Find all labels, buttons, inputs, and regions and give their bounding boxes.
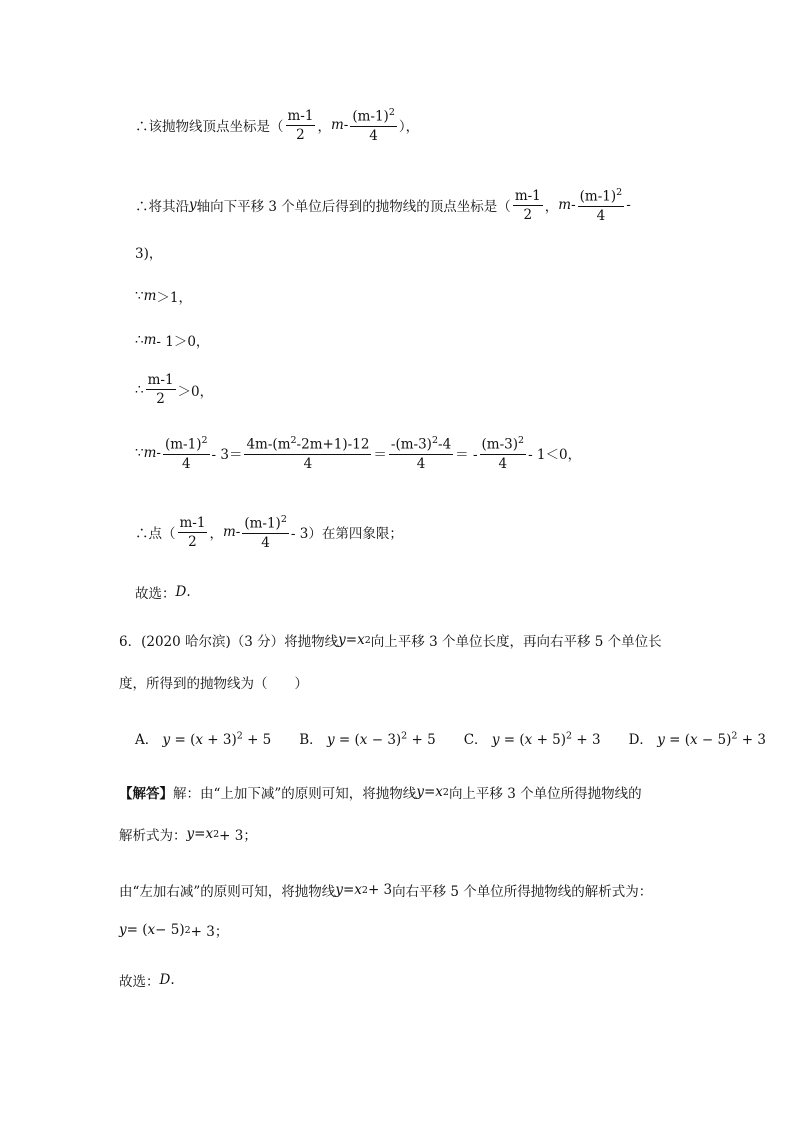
- solution-line-y-negative: [135, 436, 581, 471]
- fraction: [146, 373, 176, 406]
- final-answer: [119, 970, 175, 990]
- exponent: 2: [364, 634, 371, 646]
- var-x: x: [435, 784, 443, 800]
- text: ），: [398, 119, 420, 136]
- numerator: m-1: [146, 373, 176, 390]
- var-y: y: [338, 632, 346, 648]
- text: 向上平移 3 个单位所得抛物线的: [448, 786, 642, 802]
- num-text: -(m-3): [390, 436, 432, 453]
- text: + 3: [737, 732, 766, 748]
- text: ，: [209, 526, 223, 543]
- var-y: y: [335, 882, 343, 898]
- var-y: y: [162, 732, 171, 748]
- solution-line-4: [119, 920, 228, 940]
- text: - 3＝: [211, 447, 243, 464]
- text: .: [186, 584, 191, 600]
- var-m: m: [558, 197, 572, 214]
- num-text: (m-1): [352, 108, 389, 125]
- text: -: [235, 524, 241, 541]
- var-y: y: [657, 732, 665, 748]
- fraction: [242, 515, 289, 550]
- var-x: x: [357, 632, 365, 648]
- numerator: m-1: [178, 516, 208, 533]
- numerator: [244, 436, 371, 455]
- exponent: 2: [442, 786, 449, 798]
- text: + 5: [242, 732, 272, 748]
- exponent: 2: [184, 924, 191, 936]
- text: 故选：: [135, 586, 176, 602]
- text: ＝ -: [455, 447, 478, 464]
- text: 向上平移 3 个单位长度，再向右平移 5 个单位长: [370, 634, 662, 650]
- fraction: [178, 516, 208, 549]
- numerator: m-1: [513, 189, 543, 206]
- text: ∴该抛物线顶点坐标是（: [135, 119, 284, 136]
- exponent: 2: [616, 187, 623, 198]
- text: ，: [544, 199, 559, 216]
- solution-tag: 【解答】: [119, 786, 173, 802]
- var-m: m: [143, 288, 157, 304]
- text: 3)，: [135, 246, 163, 262]
- num-text: (m-1): [164, 436, 202, 453]
- solution-line-x-positive: [135, 373, 213, 406]
- text: 6．(2020 哈尔滨)（3 分）将抛物线: [119, 634, 339, 650]
- text: + 3: [367, 882, 393, 898]
- denominator: 2: [156, 391, 165, 408]
- num-text: -4: [438, 436, 452, 453]
- var-y: y: [186, 826, 195, 842]
- exponent: 2: [518, 435, 525, 446]
- denominator: 4: [498, 455, 508, 472]
- question-6-line-2: [119, 672, 308, 692]
- exponent: 2: [280, 514, 287, 525]
- text: = (: [170, 732, 196, 748]
- fraction: [286, 109, 316, 142]
- text: + 3): [202, 732, 237, 748]
- fraction: [389, 436, 453, 471]
- exponent: 2: [201, 435, 208, 446]
- text: − 5): [697, 732, 732, 748]
- text: 度，所得到的抛物线为（ ）: [119, 676, 308, 692]
- text: = (: [334, 732, 360, 748]
- text: ，: [317, 119, 331, 136]
- exponent: 2: [361, 884, 368, 896]
- text: ∵: [135, 288, 144, 304]
- text: -: [571, 197, 576, 214]
- text: -: [156, 445, 161, 462]
- text: 由“左加右减”的原则可知，将抛物线: [119, 884, 336, 900]
- text: - 3）在第四象限；: [290, 526, 403, 543]
- fraction: [513, 189, 543, 222]
- text: ∵: [135, 445, 144, 462]
- var-m: m: [330, 117, 344, 134]
- var-x: x: [524, 732, 533, 748]
- var-y: y: [491, 732, 500, 748]
- denominator: 2: [188, 533, 197, 550]
- text: =: [423, 784, 436, 800]
- text: + 3；: [190, 924, 229, 940]
- text: 解析式为：: [119, 828, 187, 844]
- numerator: [350, 108, 397, 127]
- text: = (: [126, 922, 148, 938]
- numerator: [389, 436, 453, 455]
- text: = (: [499, 732, 525, 748]
- text: + 5): [532, 732, 567, 748]
- var-y: y: [189, 197, 197, 214]
- text: − 3): [367, 732, 402, 748]
- choice-label: D．: [628, 732, 653, 748]
- exponent: 2: [236, 730, 243, 742]
- text: =: [342, 882, 355, 898]
- solution-line-1: [119, 782, 642, 802]
- text: + 3: [572, 732, 601, 748]
- var-m: m: [143, 445, 157, 462]
- exponent: 2: [566, 730, 573, 742]
- denominator: 4: [596, 207, 606, 224]
- denominator: 2: [523, 206, 533, 223]
- num-text: -2m+1)-12: [296, 436, 370, 453]
- text: ∴点（: [135, 526, 176, 543]
- text: -: [626, 197, 631, 214]
- choice-label: C．: [463, 732, 488, 748]
- num-text: (m-1): [579, 188, 617, 205]
- denominator: 4: [303, 455, 313, 472]
- text: 解：由“上加下减”的原则可知，将抛物线: [173, 786, 417, 802]
- choice-a[interactable]: [135, 728, 271, 748]
- denominator: 4: [261, 534, 270, 551]
- solution-line-given: [135, 286, 192, 306]
- text: - 1＞0，: [156, 334, 210, 350]
- denominator: 2: [296, 126, 305, 143]
- numerator: [480, 436, 527, 455]
- num-text: (m-1): [244, 515, 281, 532]
- fraction: [350, 108, 397, 143]
- solution-line-shift: [135, 188, 631, 223]
- solution-line-continued: [135, 242, 162, 262]
- text: =: [194, 826, 206, 842]
- denominator: 4: [416, 455, 426, 472]
- exponent: 2: [401, 730, 408, 742]
- text: ∴: [135, 381, 144, 398]
- denominator: 4: [181, 455, 191, 472]
- numerator: [242, 515, 289, 534]
- choice-label: A．: [135, 732, 159, 748]
- var-x: x: [354, 882, 362, 898]
- question-6-line-1: [119, 630, 662, 650]
- text: ＝: [373, 447, 387, 464]
- var-x: x: [690, 732, 698, 748]
- numerator: [578, 188, 625, 207]
- choice-c[interactable]: [464, 728, 601, 748]
- var-x: x: [147, 922, 156, 938]
- fraction: [578, 188, 625, 223]
- text: -: [343, 117, 349, 134]
- choices-row: [135, 728, 794, 748]
- var-x: x: [205, 826, 214, 842]
- var-x: x: [195, 732, 203, 748]
- solution-line-2: [119, 824, 257, 844]
- denominator: 4: [369, 127, 378, 144]
- text: 轴向下平移 3 个单位后得到的抛物线的顶点坐标是（: [196, 199, 511, 216]
- solution-line-inequality: [135, 330, 209, 350]
- text: + 3；: [219, 828, 257, 844]
- fraction: [163, 436, 210, 471]
- text: ∴: [135, 332, 144, 348]
- num-text: (m-3): [481, 436, 519, 453]
- exponent: 2: [213, 828, 220, 840]
- answer-line: [135, 582, 191, 602]
- exponent: 2: [290, 435, 297, 446]
- var-x: x: [359, 732, 368, 748]
- text: − 5): [155, 922, 185, 938]
- var-y: y: [416, 784, 424, 800]
- var-m: m: [143, 332, 157, 348]
- answer-letter: D: [175, 584, 187, 600]
- num-text: 4m-(m: [246, 436, 291, 453]
- numerator: [163, 436, 210, 455]
- answer-letter: D: [159, 972, 171, 988]
- exponent: 2: [431, 435, 439, 446]
- text: + 5: [407, 732, 436, 748]
- text: 向右平移 5 个单位所得抛物线的解析式为：: [392, 884, 653, 900]
- choice-b[interactable]: [299, 728, 435, 748]
- text: = (: [664, 732, 690, 748]
- numerator: m-1: [286, 109, 316, 126]
- solution-line-quadrant: [135, 515, 403, 550]
- text: =: [345, 632, 358, 648]
- choice-d[interactable]: [629, 728, 766, 748]
- text: - 1＜0，: [528, 447, 582, 464]
- text: 故选：: [119, 974, 160, 990]
- fraction: [480, 436, 527, 471]
- text: .: [170, 972, 175, 988]
- exponent: 2: [731, 730, 738, 742]
- solution-line-vertex: [135, 108, 419, 143]
- text: ＞1，: [156, 290, 192, 306]
- solution-line-3: [119, 880, 652, 900]
- text: ∴将其沿: [135, 199, 189, 216]
- exponent: 2: [388, 107, 395, 118]
- var-y: y: [119, 922, 127, 938]
- fraction: [244, 436, 371, 471]
- var-y: y: [326, 732, 335, 748]
- var-m: m: [222, 524, 236, 541]
- choice-label: B．: [299, 732, 323, 748]
- text: ＞0，: [177, 383, 214, 400]
